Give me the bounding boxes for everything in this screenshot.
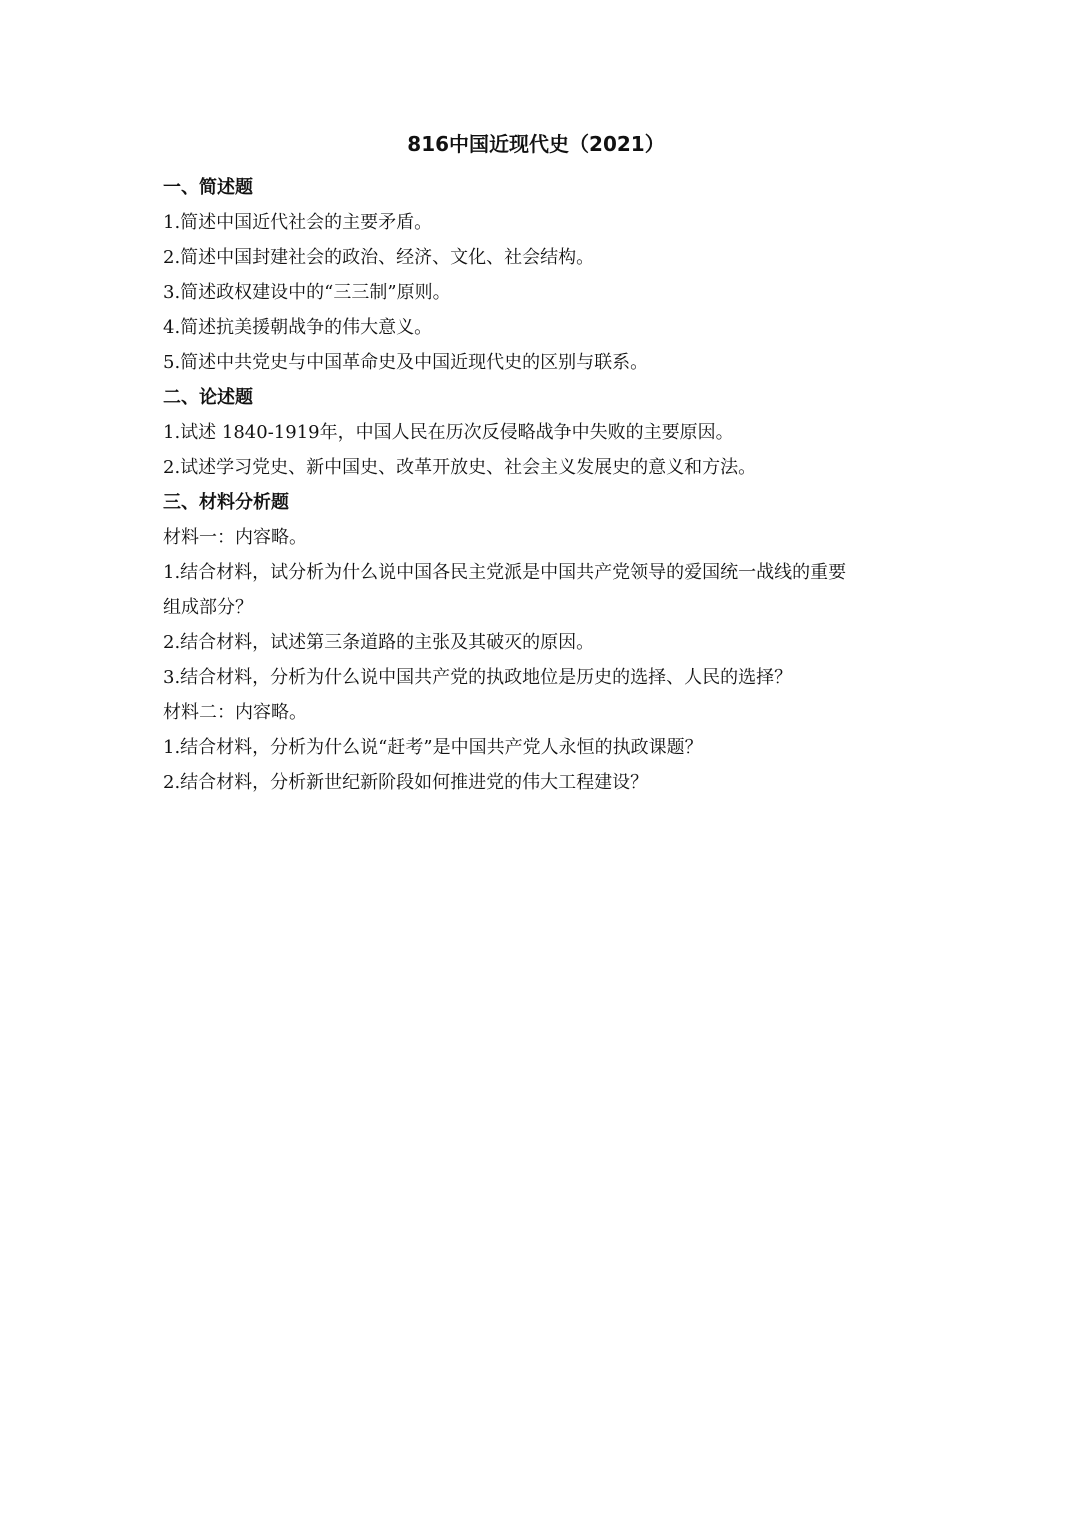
material-label: 材料一：内容略。 <box>163 527 307 548</box>
question-item: 4.简述抗美援朝战争的伟大意义。 <box>163 317 433 338</box>
question-item: 2.结合材料，试述第三条道路的主张及其破灭的原因。 <box>163 632 595 653</box>
material-label: 材料二：内容略。 <box>163 702 307 723</box>
question-continuation: 组成部分？ <box>163 597 253 618</box>
section-heading-essay: 二、论述题 <box>163 387 253 408</box>
question-item: 1.结合材料，试分析为什么说中国各民主党派是中国共产党领导的爱国统一战线的重要 <box>163 562 847 583</box>
question-item: 2.简述中国封建社会的政治、经济、文化、社会结构。 <box>163 247 595 268</box>
question-item: 2.结合材料，分析新世纪新阶段如何推进党的伟大工程建设？ <box>163 772 649 793</box>
question-item: 1.结合材料，分析为什么说“赶考”是中国共产党人永恒的执政课题？ <box>163 737 703 758</box>
question-item: 3.简述政权建设中的“三三制”原则。 <box>163 282 451 303</box>
section-essay <box>163 380 953 485</box>
question-item: 3.结合材料，分析为什么说中国共产党的执政地位是历史的选择、人民的选择？ <box>163 667 793 688</box>
section-short-answer <box>163 170 953 380</box>
question-item: 2.试述学习党史、新中国史、改革开放史、社会主义发展史的意义和方法。 <box>163 457 757 478</box>
section-heading-material-analysis: 三、材料分析题 <box>163 492 289 513</box>
section-material-analysis <box>163 485 953 800</box>
document-title: 816中国近现代史（2021） <box>407 132 665 156</box>
exam-document <box>163 126 953 800</box>
section-heading-short-answer: 一、简述题 <box>163 177 253 198</box>
question-item: 5.简述中共党史与中国革命史及中国近现代史的区别与联系。 <box>163 352 649 373</box>
question-item: 1.试述 1840-1919年，中国人民在历次反侵略战争中失败的主要原因。 <box>163 422 734 443</box>
question-item: 1.简述中国近代社会的主要矛盾。 <box>163 212 433 233</box>
